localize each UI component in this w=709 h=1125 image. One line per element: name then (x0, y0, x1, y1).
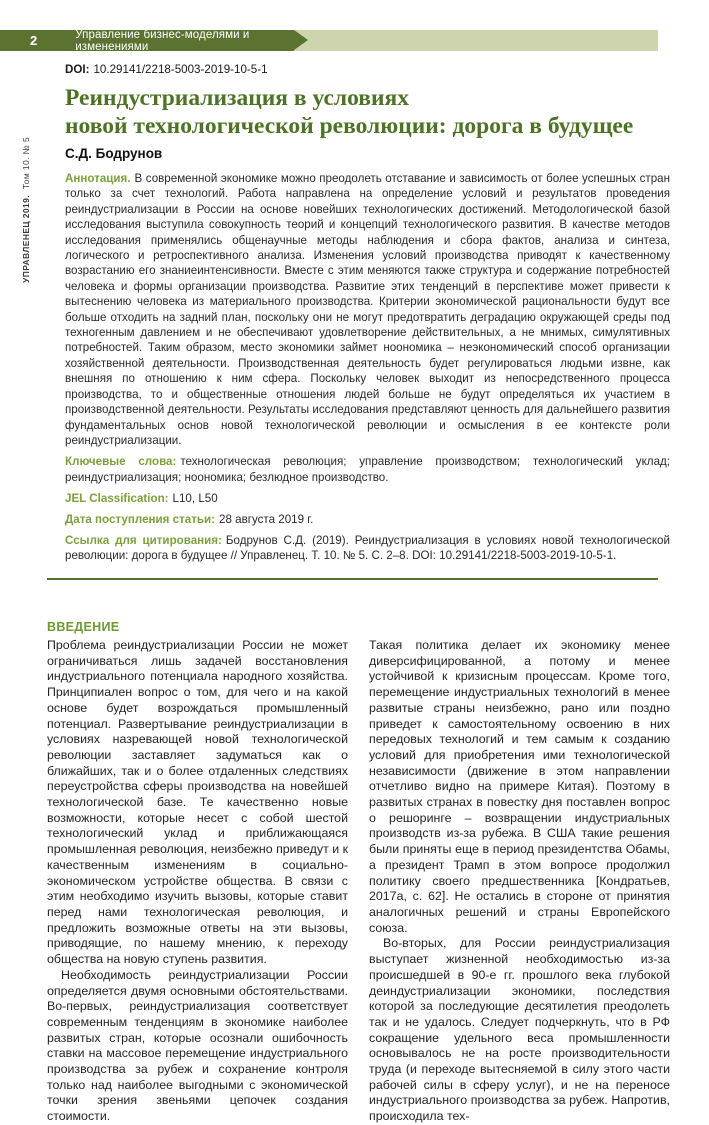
keywords-label: Ключевые слова: (65, 455, 177, 469)
citation-text: Бодрунов С.Д. (2019). Реиндустриализация в условиях новой технологической революции: дорога в будущее // Управленец. Т. 10. № 5. С. 2–8. DOI: 10.29141/2218-5003-2019-10-5-1. (65, 534, 670, 563)
running-head-section-title: Управление бизнес-моделями и изменениями (75, 28, 250, 53)
article-title-line2: новой технологической революции: дорога в будущее (65, 113, 634, 139)
keywords-text: технологическая революция; управление производством; технологический уклад; реиндустриализация; ноономика; безлюдное производство. (65, 455, 670, 484)
doi-value: 10.29141/2218-5003-2019-10-5-1 (93, 63, 268, 76)
received-date-line (65, 512, 670, 527)
author-name: С.Д. Бодрунов (65, 146, 163, 161)
abstract-paragraph (65, 171, 670, 448)
intro-right-paragraph-1: Такая политика делает их экономику менее диверсифицированной, а потому и менее устойчивой к кризисным процессам. Кроме того, перемещение индустриальных технологий в менее развитые страны неизбежно, рано или поздно приведет к самостоятельному освоению в них передовых технологий и тем самым к созданию условий для приобретения ими технологической независимости (движение в этом направлении отчетливо видно на примере Китая). Поэтому в развитых странах в повестку дня поставлен вопрос о решоринге – возвращении индустриальных производств из-за рубежа. В США такие решения были приняты еще в период президентства Обамы, а президент Трамп в этом вопросе продолжил политику своего предшественника [Кондратьев, 2017а, с. 62]. Не остались в стороне от принятия аналогичных решений и страны Европейского союза. (369, 638, 670, 935)
introduction-heading: ВВЕДЕНИЕ (47, 620, 120, 635)
article-title-line1: Реиндустриализация в условиях (65, 85, 409, 111)
doi-label: DOI: (65, 63, 90, 76)
abstract-text: В современной экономике можно преодолеть отставание и зависимость от более успешных стран только за счет технологий. Работа направлена на определение условий и результатов проведения реиндустриализации в России на основе новейших технологических достижений. Методологической базой исследования выступила совокупность теорий и концепций технологического развития. В качестве методов исследования применялись общенаучные методы наблюдения и сбора фактов, анализа и синтеза, логического и ретроспективного анализа. Изменения условий производства приводят к качественному возрастанию его знаниеинтенсивности. Вместе с этим меняются также структура и содержание потребностей человека и формы организации производства. Развитие этих тенденций в перспективе может привести к вытеснению человека из материального производства. Критерии экономической рациональности будут все больше отходить на задний план, поскольку они не могут предотвратить деградацию окружающей среды под техногенным давлением и не обеспечивают удовлетворение действительных, а не мнимых, симулятивных потребностей. Таким образом, место экономики займет ноономика – неэкономический способ организации хозяйственной деятельности. Производственная деятельность будет регулироваться людьми извне, как внешняя по отношению к ним сфера. Поскольку человек выходит из непосредственного процесса производства, то и общественные отношения людей больше не будут определяться их участием в производственной деятельности. Результаты исследования представляют ценность для дальнейшего развития фундаментальных основ новой технологической революции и осмысления в ее контексте роли реиндустриализации. (65, 172, 670, 447)
article-title (65, 84, 670, 140)
intro-left-paragraph-2: Необходимость реиндустриализации России определяется двумя основными обстоятельствами. Во-первых, реиндустриализация соответствует современным тенденциям в экономике наиболее развитых стран, которые осознали ошибочность ставки на массовое перемещение индустриального производства за рубеж и сохранение контроля только над наиболее выгодными с экономической точки зрения звеньями цепочек создания стоимости. (47, 967, 348, 1124)
introduction-section (47, 620, 670, 1125)
section-divider-rule (47, 578, 658, 581)
journal-volume-issue: Том 10. № 5 (21, 136, 31, 190)
citation-label: Ссылка для цитирования: (65, 534, 222, 548)
received-date-value: 28 августа 2019 г. (219, 512, 314, 526)
page-number: 2 (30, 33, 38, 48)
doi-line (65, 63, 670, 76)
intro-right-paragraph-2: Во-вторых, для России реиндустриализация выступает жизненной необходимостью из-за происшедшей в 90-е гг. прошлого века глубокой деиндустриализации экономики, последствия которой за последующие десятилетия преодолеть так и не удалось. Следует подчеркнуть, что в РФ сокращение удельного веса промышленности основывалось не на росте производительности труда (и переходе вытесняемой в силу этого части рабочей силы в сферу услуг), и не на переносе индустриального производства за рубеж. Напротив, происходила тех- (369, 936, 670, 1124)
jel-line (65, 491, 670, 506)
jel-label: JEL Classification: (65, 491, 169, 505)
jel-value: L10, L50 (172, 491, 218, 505)
journal-name-year: УПРАВЛЕНЕЦ 2019. (21, 194, 31, 283)
intro-left-paragraph-1: Проблема реиндустриализации России не может ограничиваться лишь задачей восстановления индустриального потенциала народного хозяйства. Принципиален вопрос о том, для чего и на какой основе будет возрождаться промышленный потенциал. Развертывание реиндустриализации в условиях назревающей новой технологической революции заставляет задуматься как о ближайших, так и о более отдаленных следствиях переустройства сферы производства на новейшей технологической базе. Те качественно новые возможности, которые несет с собой шестой технологический уклад и приближающаяся промышленная революция, неизбежно приведут и к качественным изменениям в социально-экономическом устройстве общества. В связи с этим необходимо изучить вызовы, которые ставит перед нами технологическая революция, и предложить возможные ответы на эти вызовы, приводящие, по нашему мнению, к переходу общества на новую ступень развития. (47, 638, 348, 967)
citation-line (65, 533, 670, 563)
intro-left-column (47, 620, 348, 1125)
received-date-label: Дата поступления статьи: (65, 512, 215, 526)
keywords-line (65, 454, 670, 484)
abstract-label: Аннотация. (65, 172, 131, 185)
intro-right-column (369, 620, 670, 1125)
